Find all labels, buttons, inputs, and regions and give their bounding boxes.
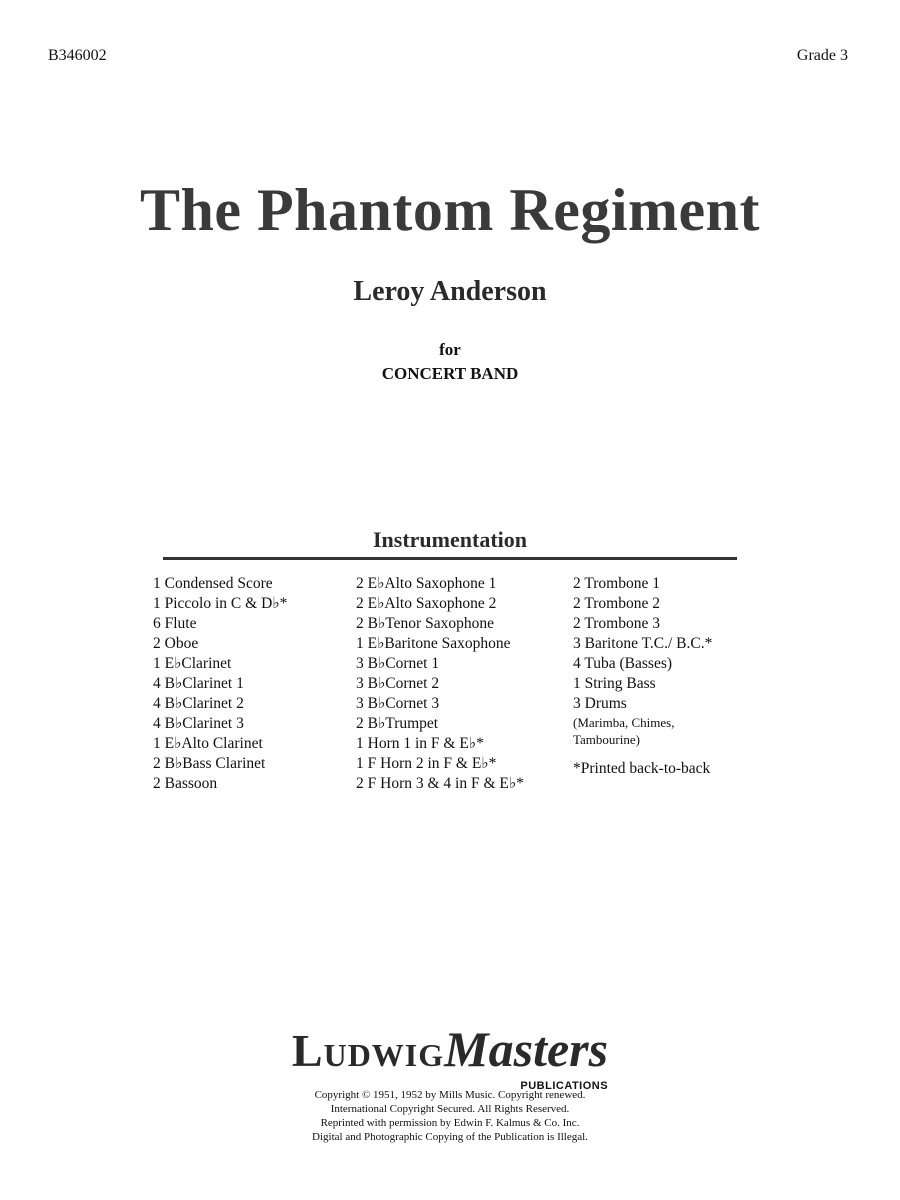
instrument-item: 3 Baritone T.C./ B.C.* — [573, 635, 713, 652]
instrument-item: 1 String Bass — [573, 675, 656, 692]
instrument-column-3 — [573, 574, 753, 779]
instrument-item: 2 E♭Alto Saxophone 2 — [356, 595, 497, 612]
grade-label: Grade 3 — [796, 47, 848, 64]
instrumentation-heading: Instrumentation — [372, 527, 527, 552]
instrument-item: 2 B♭Bass Clarinet — [153, 755, 266, 772]
instrument-item: 2 B♭Trumpet — [356, 715, 439, 732]
instrument-item: 4 B♭Clarinet 3 — [153, 715, 244, 732]
heading-rule — [163, 557, 737, 560]
instrument-item: 2 Bassoon — [153, 775, 218, 792]
copyright-block — [0, 1088, 900, 1144]
instrument-item: 3 Drums — [573, 695, 627, 712]
instrument-item: 1 F Horn 2 in F & E♭* — [356, 755, 497, 772]
copyright-line: Reprinted with permission by Edwin F. Kalmus & Co. Inc. — [320, 1117, 580, 1129]
page-title: The Phantom Regiment — [140, 177, 760, 243]
logo-text-ludwig: Ludwig — [291, 1025, 445, 1076]
instrument-item: 2 Trombone 2 — [573, 595, 660, 612]
instrument-item: 3 B♭Cornet 2 — [356, 675, 440, 692]
copyright-line: International Copyright Secured. All Rights Reserved. — [330, 1103, 570, 1115]
instrument-item: 2 Trombone 3 — [573, 615, 660, 632]
instrument-item: 1 E♭Alto Clarinet — [153, 735, 263, 752]
printing-note: *Printed back-to-back — [573, 760, 711, 777]
copyright-line: Copyright © 1951, 1952 by Mills Music. Copyright renewed. — [314, 1089, 586, 1101]
instrument-item: 6 Flute — [153, 615, 197, 632]
instrument-item: 2 E♭Alto Saxophone 1 — [356, 575, 497, 592]
instrument-item: 1 Piccolo in C & D♭* — [153, 595, 288, 612]
instrument-item: 4 Tuba (Basses) — [573, 655, 673, 672]
instrument-item: 3 B♭Cornet 3 — [356, 695, 440, 712]
instrument-item: 3 B♭Cornet 1 — [356, 655, 440, 672]
instrument-item: 4 B♭Clarinet 2 — [153, 695, 244, 712]
catalog-number: B346002 — [48, 47, 107, 64]
instrument-item: 2 F Horn 3 & 4 in F & E♭* — [356, 775, 524, 792]
instrument-item: 1 Horn 1 in F & E♭* — [356, 735, 484, 752]
instrument-item: 1 E♭Clarinet — [153, 655, 232, 672]
instrument-item: 1 Condensed Score — [153, 575, 273, 592]
instrument-item: 1 E♭Baritone Saxophone — [356, 635, 511, 652]
instrument-column-2 — [356, 574, 561, 794]
instrument-item: 2 B♭Tenor Saxophone — [356, 615, 494, 632]
logo-text-publications: PUBLICATIONS — [520, 1080, 609, 1092]
publisher-logo — [0, 1020, 900, 1092]
instrument-item: 4 B♭Clarinet 1 — [153, 675, 244, 692]
instrument-column-1 — [153, 574, 343, 794]
instrument-item: 2 Trombone 1 — [573, 575, 660, 592]
logo-text-masters: Masters — [444, 1021, 609, 1077]
copyright-line: Digital and Photographic Copying of the Publication is Illegal. — [312, 1131, 588, 1143]
drums-detail: (Marimba, Chimes, — [573, 715, 675, 730]
ensemble-label: CONCERT BAND — [381, 364, 519, 383]
composer-name: Leroy Anderson — [353, 276, 547, 307]
for-label: for — [439, 340, 461, 359]
drums-detail: Tambourine) — [573, 732, 640, 747]
instrument-item: 2 Oboe — [153, 635, 199, 652]
